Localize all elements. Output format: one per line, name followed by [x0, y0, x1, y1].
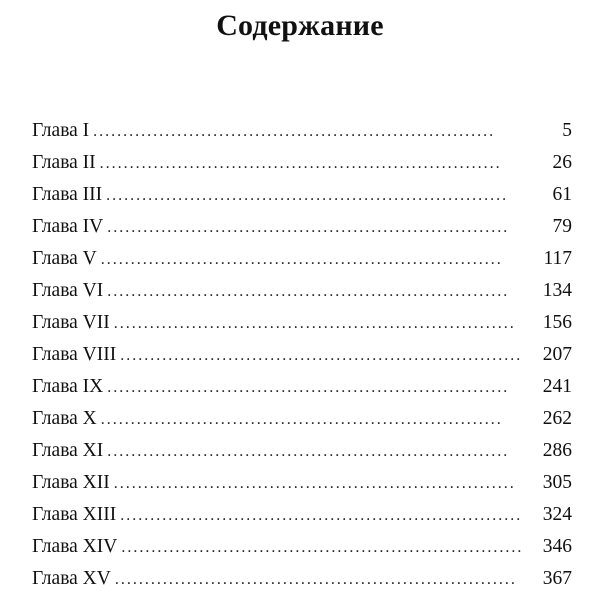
dot-leader [100, 148, 536, 180]
toc-row-5 [32, 243, 572, 275]
toc-entry-title: Глава XV [32, 568, 111, 589]
toc-entry-title: Глава I [32, 120, 90, 141]
toc-row-15 [32, 563, 572, 595]
toc-entry-title: Глава VII [32, 312, 110, 333]
toc-entry-title: Глава III [32, 184, 103, 205]
toc-entry-title: Глава VI [32, 280, 104, 301]
toc-entry-page: 5 [562, 120, 572, 141]
toc-entry-title: Глава XIII [32, 504, 117, 525]
toc-row-2 [32, 147, 572, 179]
toc-entry-page: 61 [552, 184, 572, 205]
toc-row-8 [32, 339, 572, 371]
toc-entry-title: Глава V [32, 248, 97, 269]
page-title: Содержание [216, 9, 384, 42]
toc-entry-title: Глава XIV [32, 536, 118, 557]
toc-row-13 [32, 499, 572, 531]
toc-entry-title: Глава IX [32, 376, 104, 397]
dot-leader [106, 180, 536, 212]
dot-leader [115, 564, 536, 596]
toc-row-7 [32, 307, 572, 339]
toc-entry-title: Глава XI [32, 440, 104, 461]
toc-entry-page: 79 [552, 216, 572, 237]
dot-leader [93, 116, 536, 148]
toc-row-4 [32, 211, 572, 243]
toc-entry-page: 117 [543, 248, 572, 269]
dot-leader [107, 212, 536, 244]
toc-entry-page: 156 [542, 312, 572, 333]
toc-entry-title: Глава IV [32, 216, 104, 237]
toc-row-10 [32, 403, 572, 435]
dot-leader [114, 308, 536, 340]
toc-entry-page: 241 [542, 376, 572, 397]
toc-entry-page: 305 [542, 472, 572, 493]
dot-leader [107, 276, 536, 308]
toc-entry-page: 346 [542, 536, 572, 557]
toc-entry-title: Глава XII [32, 472, 110, 493]
toc-row-11 [32, 435, 572, 467]
toc-entry-title: Глава X [32, 408, 97, 429]
table-of-contents [32, 115, 572, 595]
dot-leader [107, 372, 536, 404]
toc-entry-page: 262 [542, 408, 572, 429]
toc-row-6 [32, 275, 572, 307]
dot-leader [120, 500, 536, 532]
toc-row-1 [32, 115, 572, 147]
toc-entry-page: 324 [542, 504, 572, 525]
toc-entry-page: 26 [552, 152, 572, 173]
toc-row-14 [32, 531, 572, 563]
toc-entry-page: 134 [542, 280, 572, 301]
toc-entry-page: 286 [542, 440, 572, 461]
toc-entry-page: 367 [542, 568, 572, 589]
dot-leader [121, 532, 536, 564]
dot-leader [101, 404, 536, 436]
toc-entry-page: 207 [542, 344, 572, 365]
dot-leader [114, 468, 536, 500]
dot-leader [107, 436, 536, 468]
dot-leader [101, 244, 536, 276]
toc-entry-title: Глава VIII [32, 344, 117, 365]
toc-entry-title: Глава II [32, 152, 96, 173]
dot-leader [120, 340, 536, 372]
toc-row-9 [32, 371, 572, 403]
toc-row-12 [32, 467, 572, 499]
toc-row-3 [32, 179, 572, 211]
